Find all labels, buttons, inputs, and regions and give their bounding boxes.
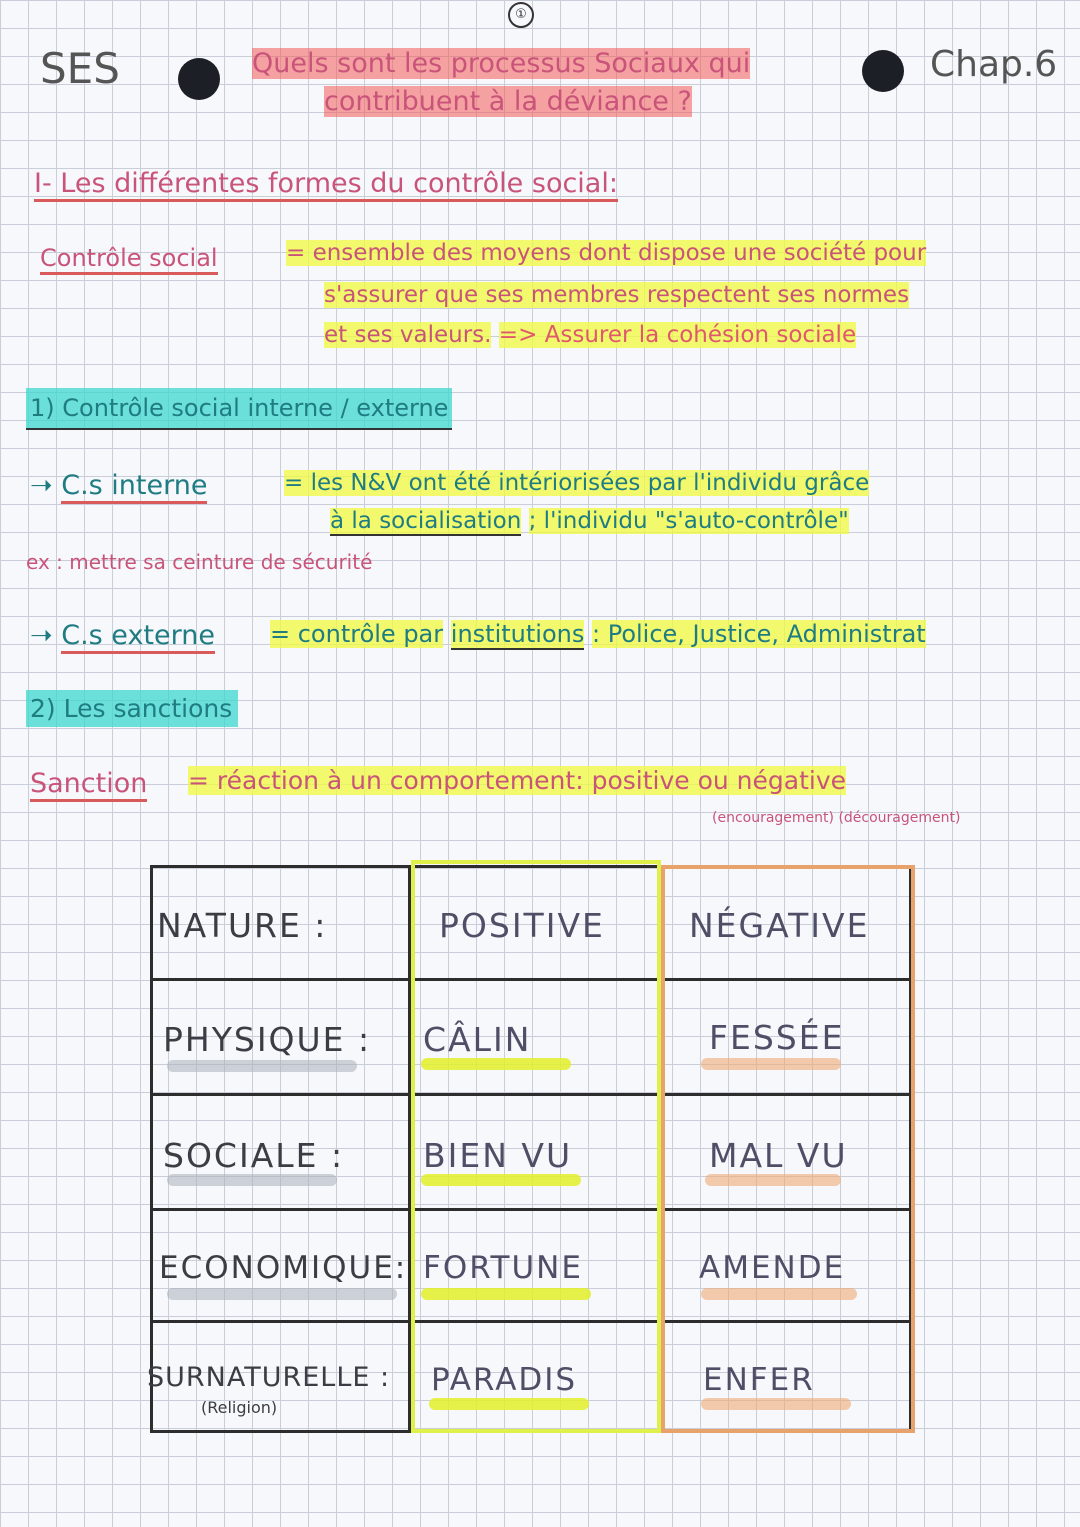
def-line-1-text: = ensemble des moyens dont dispose une société pour bbox=[286, 240, 927, 266]
def-term-text: Contrôle social bbox=[40, 244, 218, 275]
def-line-3 bbox=[324, 322, 856, 348]
cell-highlight bbox=[421, 1058, 571, 1070]
sanction-note: (encouragement) (découragement) bbox=[712, 810, 961, 826]
sanction-def-text: = réaction à un comportement: positive ou négative bbox=[188, 766, 847, 795]
row-physique-negative: FESSÉE bbox=[709, 1018, 845, 1057]
table-row-divider bbox=[153, 1208, 909, 1211]
table-row-divider bbox=[153, 978, 909, 981]
row-sociale-nature: SOCIALE : bbox=[163, 1136, 345, 1175]
cs-externe-term bbox=[30, 620, 215, 651]
table-row-divider bbox=[153, 1320, 909, 1323]
row-economique-negative: AMENDE bbox=[699, 1250, 846, 1286]
header-nature: NATURE : bbox=[157, 906, 328, 945]
cell-highlight bbox=[167, 1174, 337, 1186]
cs-interne-term bbox=[30, 470, 207, 501]
row-economique-positive: FORTUNE bbox=[423, 1250, 583, 1286]
page-number: ① bbox=[508, 2, 534, 28]
arrow-icon: ➝ bbox=[30, 470, 53, 501]
table-col-divider bbox=[408, 868, 411, 1430]
cs-externe-def bbox=[270, 620, 926, 648]
row-sociale-positive: BIEN VU bbox=[423, 1136, 573, 1175]
table-row-divider bbox=[153, 1093, 909, 1096]
cell-highlight bbox=[701, 1398, 851, 1410]
subsection-2-heading-text: 2) Les sanctions bbox=[26, 690, 238, 727]
punch-hole-right bbox=[862, 50, 904, 92]
sanction-def bbox=[188, 766, 846, 795]
page-title-line2 bbox=[324, 86, 692, 117]
cs-externe-inst-text: institutions bbox=[450, 620, 585, 648]
def-term-controle-social bbox=[40, 244, 218, 272]
row-sociale-negative: MAL VU bbox=[709, 1136, 848, 1175]
sanction-term bbox=[30, 768, 147, 799]
def-line-3-text: et ses valeurs. bbox=[324, 322, 492, 348]
cs-interne-line-1 bbox=[284, 470, 869, 496]
sanctions-table bbox=[147, 865, 912, 1433]
cell-highlight bbox=[167, 1288, 397, 1300]
sanction-term-text: Sanction bbox=[30, 768, 147, 802]
row-surnaturelle-positive: PARADIS bbox=[431, 1362, 578, 1398]
section-heading bbox=[34, 168, 618, 199]
punch-hole-left bbox=[178, 58, 220, 100]
cell-highlight bbox=[167, 1060, 357, 1072]
cell-highlight bbox=[421, 1288, 591, 1300]
def-line-1 bbox=[286, 240, 926, 266]
row-surnaturelle-nature: SURNATURELLE : bbox=[147, 1362, 391, 1393]
def-line-2 bbox=[324, 282, 909, 308]
row-surnaturelle-negative: ENFER bbox=[703, 1362, 815, 1398]
section-heading-text: I- Les différentes formes du contrôle social: bbox=[34, 168, 618, 202]
subsection-2-heading bbox=[26, 694, 238, 723]
title-text-1: Quels sont les processus Sociaux qui bbox=[252, 48, 751, 79]
subsection-1-heading-text: 1) Contrôle social interne / externe bbox=[26, 388, 452, 430]
cs-externe-list-text: : Police, Justice, Administrat bbox=[591, 620, 926, 648]
cell-highlight bbox=[705, 1174, 841, 1186]
cs-interne-line-2 bbox=[330, 508, 849, 534]
page-title-line1 bbox=[252, 48, 750, 79]
table-col-divider bbox=[658, 868, 661, 1430]
cs-interne-term-text: C.s interne bbox=[61, 470, 207, 504]
subsection-1-heading bbox=[26, 394, 452, 422]
title-text-2: contribuent à la déviance ? bbox=[324, 86, 692, 117]
def-arrow-text: => Assurer la cohésion sociale bbox=[498, 322, 857, 348]
header-negative: NÉGATIVE bbox=[689, 906, 870, 945]
cs-externe-term-text: C.s externe bbox=[61, 620, 215, 654]
example-line: ex : mettre sa ceinture de sécurité bbox=[26, 550, 373, 574]
cell-highlight bbox=[429, 1398, 589, 1410]
cell-highlight bbox=[421, 1174, 581, 1186]
cs-interne-line-2b-text: ; l'individu "s'auto-contrôle" bbox=[528, 508, 849, 534]
header-positive: POSITIVE bbox=[439, 906, 605, 945]
cell-highlight bbox=[701, 1288, 857, 1300]
religion-note: (Religion) bbox=[201, 1398, 278, 1417]
def-line-2-text: s'assurer que ses membres respectent ses normes bbox=[324, 282, 910, 308]
row-economique-nature: ECONOMIQUE: bbox=[159, 1250, 408, 1286]
cs-externe-def-text: = contrôle par bbox=[270, 620, 444, 648]
chapter-label: Chap.6 bbox=[930, 44, 1058, 85]
cell-highlight bbox=[701, 1058, 841, 1070]
subject-label: SES bbox=[40, 44, 120, 93]
cs-interne-line-1-text: = les N&V ont été intériorisées par l'individu grâce bbox=[284, 470, 870, 496]
row-physique-nature: PHYSIQUE : bbox=[163, 1020, 372, 1059]
arrow-icon: ➝ bbox=[30, 620, 53, 651]
cs-interne-line-2a-text: à la socialisation bbox=[330, 508, 522, 534]
row-physique-positive: CÂLIN bbox=[423, 1020, 532, 1059]
